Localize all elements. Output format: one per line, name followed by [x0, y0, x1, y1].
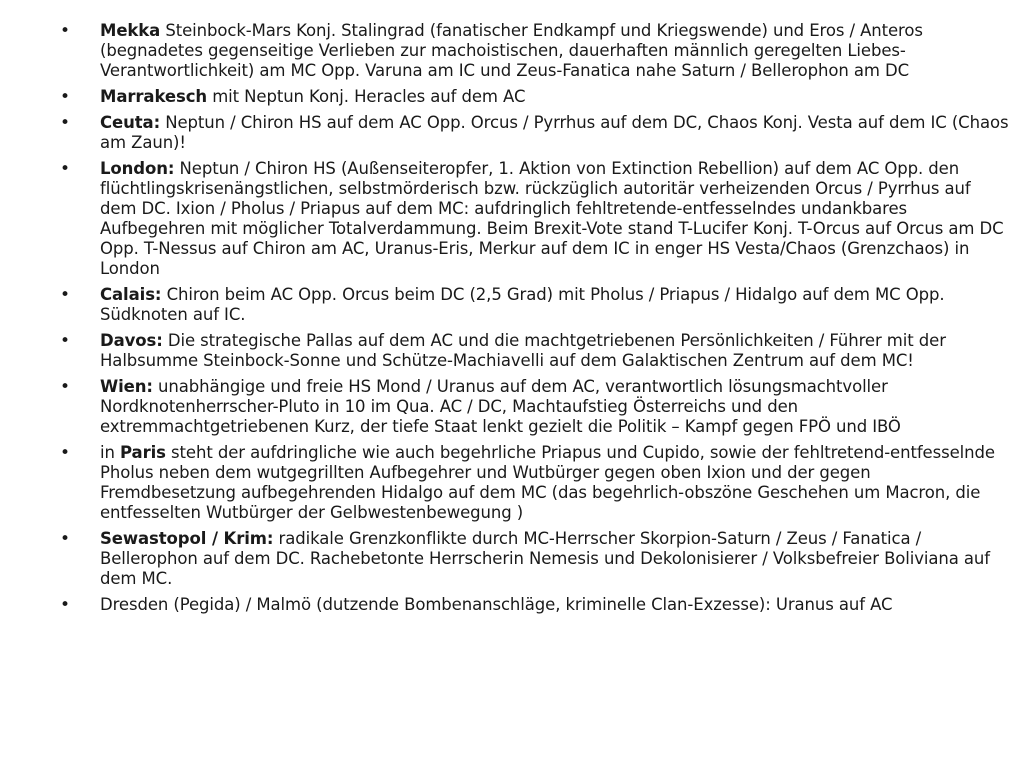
- bullet-paris: • in Paris steht der aufdringliche wie auch begehrliche Priapus und Cupido, sowie der fehltretend-entfesselnde Pholus neben dem wutgegrillten Aufbegehrer und Wutbürger gegen oben Ixion und der gegen Fremdbesetzung aufbegehrenden Hidalgo auf dem MC (das begehrlich-obszöne Geschehen um Macron, die entfesselten Wutbürger der Gelbwestenbewegung ): [60, 443, 995, 522]
- place-name: Sewastopol / Krim:: [100, 529, 274, 548]
- place-name: Calais:: [100, 285, 162, 304]
- bullet-dot-icon: •: [60, 529, 70, 549]
- bullet-dot-icon: •: [60, 21, 70, 41]
- bullet-text: Neptun / Chiron HS (Außenseiteropfer, 1. Aktion von Extinction Rebellion) auf dem AC Opp. den flüchtlingskrisenängstlichen, selbstmörderisch bzw. rückzüglich autoritär verheizenden Orcus / Pyrrhus auf dem DC. Ixion / Pholus / Priapus auf dem MC: aufdringlich fehltretende-entfesselndes undankbares Aufbegehren mit möglicher Totalverdammung. Beim Brexit-Vote stand T-Lucifer Konj. T-Orcus auf Orcus am DC Opp. T-Nessus auf Chiron am AC, Uranus-Eris, Merkur auf dem IC in enger HS Vesta/Chaos (Grenzchaos) in London: [100, 159, 1004, 278]
- place-name: Paris: [120, 443, 166, 462]
- place-name: Davos:: [100, 331, 163, 350]
- bullet-calais: [60, 285, 1010, 325]
- bullet-text: radikale Grenzkonflikte durch MC-Herrscher Skorpion-Saturn / Zeus / Fanatica / Bellerophon auf dem DC. Rachebetonte Herrscherin Nemesis und Dekolonisierer / Volksbefreier Boliviana auf dem MC.: [100, 529, 990, 588]
- bullet-text: unabhängige und freie HS Mond / Uranus auf dem AC, verantwortlich lösungsmachtvoller Nordknotenherrscher-Pluto in 10 im Qua. AC / DC, Machtaufstieg Österreichs und den extremmachtgetriebenen Kurz, der tiefe Staat lenkt gezielt die Politik – Kampf gegen FPÖ und IBÖ: [100, 377, 901, 436]
- bullet-dresden-malmoe: • Dresden (Pegida) / Malmö (dutzende Bombenanschläge, kriminelle Clan-Exzesse): Uranus auf AC: [60, 595, 893, 615]
- bullet-sewastopol: [60, 529, 1010, 589]
- place-name: Ceuta:: [100, 113, 161, 132]
- place-name: Wien:: [100, 377, 153, 396]
- bullet-text: Chiron beim AC Opp. Orcus beim DC (2,5 Grad) mit Pholus / Priapus / Hidalgo auf dem MC Opp. Südknoten auf IC.: [100, 285, 945, 324]
- bullet-wien: [60, 377, 1010, 437]
- bullet-dot-icon: •: [60, 87, 70, 107]
- bullet-text: mit Neptun Konj. Heracles auf dem AC: [207, 87, 526, 106]
- bullet-marrakesch: [60, 87, 1010, 107]
- bullet-dot-icon: •: [60, 595, 70, 615]
- bullet-text: Neptun / Chiron HS auf dem AC Opp. Orcus / Pyrrhus auf dem DC, Chaos Konj. Vesta auf dem IC (Chaos am Zaun)!: [100, 113, 1009, 152]
- bullet-text: Steinbock-Mars Konj. Stalingrad (fanatischer Endkampf und Kriegswende) und Eros / Anteros (begnadetes gegenseitige Verlieben zur machoistischen, dauerhaften männlich geregelten Liebes-Verantwortlichkeit) am MC Opp. Varuna am IC und Zeus-Fanatica nahe Saturn / Bellerophon am DC: [100, 21, 923, 80]
- bullet-dot-icon: •: [60, 443, 70, 463]
- bullet-dot-icon: •: [60, 159, 70, 179]
- place-name: Mekka: [100, 21, 161, 40]
- bullet-text: Die strategische Pallas auf dem AC und die machtgetriebenen Persönlichkeiten / Führer mit der Halbsumme Steinbock-Sonne und Schütze-Machiavelli auf dem Galaktischen Zentrum auf dem MC!: [100, 331, 946, 370]
- bullet-dot-icon: •: [60, 113, 70, 133]
- place-name: Marrakesch: [100, 87, 208, 106]
- bullet-list: [60, 21, 1010, 621]
- bullet-dot-icon: •: [60, 377, 70, 397]
- bullet-text: steht der aufdringliche wie auch begehrliche Priapus und Cupido, sowie der fehltretend-entfesselnde Pholus neben dem wutgegrillten Aufbegehrer und Wutbürger gegen oben Ixion und der gegen Fremdbesetzung aufbegehrenden Hidalgo auf dem MC (das begehrlich-obszöne Geschehen um Macron, die entfesselten Wutbürger der Gelbwestenbewegung ): [100, 443, 995, 522]
- place-name: London:: [100, 159, 175, 178]
- bullet-dot-icon: •: [60, 331, 70, 351]
- bullet-ceuta: [60, 113, 1010, 153]
- bullet-london: [60, 159, 1010, 279]
- bullet-davos: [60, 331, 1010, 371]
- bullet-mekka: [60, 21, 1010, 81]
- bullet-dot-icon: •: [60, 285, 70, 305]
